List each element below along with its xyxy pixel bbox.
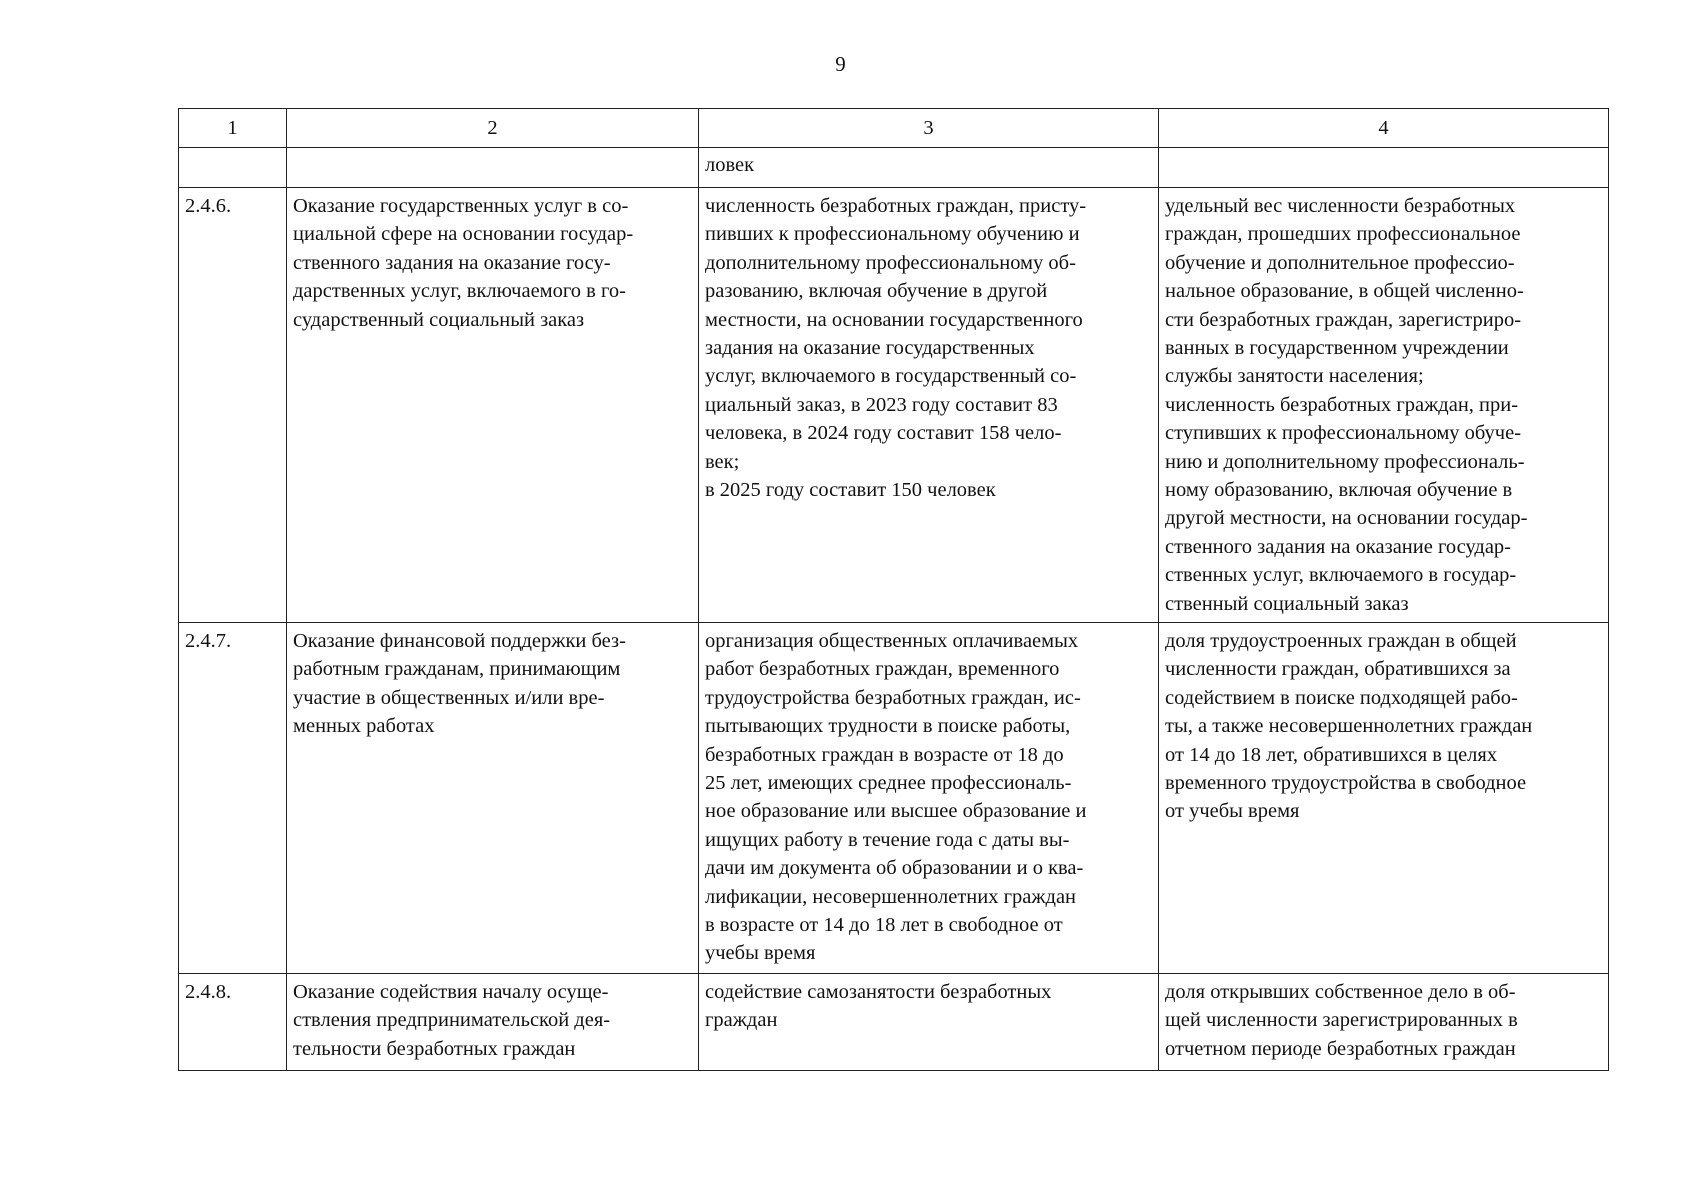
text-line: службы занятости населения;: [1165, 365, 1424, 388]
text-line: ванных в государственном учреждении: [1165, 337, 1509, 360]
text-line: участие в общественных и/или вре-: [293, 686, 605, 709]
text-line: от учебы время: [1165, 800, 1300, 823]
result-cell: [1159, 148, 1609, 188]
text-line: безработных граждан в возрасте от 18 до: [705, 743, 1064, 766]
result-cell: [1159, 974, 1609, 1071]
indicator-cell: [699, 188, 1159, 623]
text-line: сти безработных граждан, зарегистриро-: [1165, 308, 1522, 331]
row-number-cell: [179, 148, 287, 188]
text-line: ному образованию, включая обучение в: [1165, 479, 1513, 502]
measures-table: [178, 108, 1609, 1071]
text-line: ствления предпринимательской дея-: [293, 1009, 611, 1032]
text-line: дачи им документа об образовании и о ква-: [705, 857, 1084, 880]
text-line: работ безработных граждан, временного: [705, 658, 1060, 681]
text-line: век;: [705, 450, 740, 473]
indicator-cell: [699, 974, 1159, 1071]
row-number-cell: 2.4.6.: [179, 188, 287, 623]
page-number: 9: [835, 52, 846, 76]
text-line: учебы время: [705, 942, 816, 965]
text-line: циальной сфере на основании государ-: [293, 223, 634, 246]
text-line: пытывающих трудности в поиске работы,: [705, 715, 1071, 738]
text-line: Оказание государственных услуг в со-: [293, 195, 629, 217]
text-line: менных работах: [293, 715, 435, 738]
text-line: ное образование или высшее образование и: [705, 800, 1087, 823]
text-line: в 2025 году составит 150 человек: [705, 479, 996, 502]
text-line: численность безработных граждан, при-: [1165, 393, 1519, 416]
indicator-cell: [699, 623, 1159, 974]
text-line: трудоустройства безработных граждан, ис-: [705, 686, 1081, 709]
text-line: содействие самозанятости безработных: [705, 981, 1052, 1003]
text-line: от 14 до 18 лет, обратившихся в целях: [1165, 743, 1498, 766]
result-cell: [1159, 623, 1609, 974]
text-line: человека, в 2024 году составит 158 чело-: [705, 422, 1062, 445]
text-line: доля трудоустроенных граждан в общей: [1165, 630, 1517, 652]
text-line: задания на оказание государственных: [705, 337, 1035, 360]
text-line: граждан: [705, 1009, 778, 1032]
text-line: тельности безработных граждан: [293, 1037, 576, 1060]
text-line: местности, на основании государственного: [705, 308, 1083, 331]
measure-name-cell: [287, 188, 699, 623]
header-cell-2: 2: [287, 109, 699, 148]
table-row-continuation: [179, 148, 1609, 188]
indicator-cell: [699, 148, 1159, 188]
text-line: численность безработных граждан, присту-: [705, 195, 1087, 217]
text-line: ловек: [705, 154, 755, 176]
text-line: другой местности, на основании государ-: [1165, 507, 1528, 530]
measure-name-cell: [287, 148, 699, 188]
text-line: организация общественных оплачиваемых: [705, 630, 1079, 652]
text-line: временного трудоустройства в свободное: [1165, 772, 1527, 795]
text-line: граждан, прошедших профессиональное: [1165, 223, 1521, 246]
text-line: услуг, включаемого в государственный со-: [705, 365, 1077, 388]
text-line: разованию, включая обучение в другой: [705, 280, 1048, 303]
text-line: удельный вес численности безработных: [1165, 195, 1516, 217]
header-cell-1: 1: [179, 109, 287, 148]
table-row-2-4-7: [179, 623, 1609, 974]
text-line: ственного задания на оказание госу-: [293, 251, 611, 274]
text-line: циальный заказ, в 2023 году составит 83: [705, 393, 1058, 416]
text-line: ственного задания на оказание государ-: [1165, 535, 1512, 558]
text-line: нальное образование, в общей численно-: [1165, 280, 1524, 303]
result-cell: [1159, 188, 1609, 623]
header-cell-3: 3: [699, 109, 1159, 148]
text-line: нию и дополнительному профессиональ-: [1165, 450, 1525, 473]
text-line: численности граждан, обратившихся за: [1165, 658, 1511, 681]
table-header-row: [179, 109, 1609, 148]
text-line: в возрасте от 14 до 18 лет в свободное от: [705, 914, 1063, 937]
text-line: ственный социальный заказ: [1165, 592, 1409, 615]
row-number-cell: 2.4.8.: [179, 974, 287, 1071]
text-line: Оказание содействия началу осуще-: [293, 981, 609, 1003]
text-line: ственных услуг, включаемого в государ-: [1165, 564, 1517, 587]
row-number-cell: 2.4.7.: [179, 623, 287, 974]
text-line: дарственных услуг, включаемого в го-: [293, 280, 626, 303]
text-line: ты, а также несовершеннолетних граждан: [1165, 715, 1533, 738]
text-line: лификации, несовершеннолетних граждан: [705, 885, 1077, 908]
table-row-2-4-6: [179, 188, 1609, 623]
header-cell-4: 4: [1159, 109, 1609, 148]
measure-name-cell: [287, 623, 699, 974]
text-line: работным гражданам, принимающим: [293, 658, 621, 681]
text-line: обучение и дополнительное профессио-: [1165, 251, 1515, 274]
text-line: пивших к профессиональному обучению и: [705, 223, 1080, 246]
text-line: содействием в поиске подходящей рабо-: [1165, 686, 1518, 709]
text-line: отчетном периоде безработных граждан: [1165, 1037, 1516, 1060]
text-line: сударственный социальный заказ: [293, 308, 585, 331]
text-line: Оказание финансовой поддержки без-: [293, 630, 626, 652]
text-line: ищущих работу в течение года с даты вы-: [705, 828, 1070, 851]
text-line: дополнительному профессиональному об-: [705, 251, 1076, 274]
text-line: щей численности зарегистрированных в: [1165, 1009, 1518, 1032]
text-line: 25 лет, имеющих среднее профессиональ-: [705, 772, 1072, 795]
table-row-2-4-8: [179, 974, 1609, 1071]
text-line: ступивших к профессиональному обуче-: [1165, 422, 1522, 445]
measure-name-cell: [287, 974, 699, 1071]
text-line: доля открывших собственное дело в об-: [1165, 981, 1516, 1003]
